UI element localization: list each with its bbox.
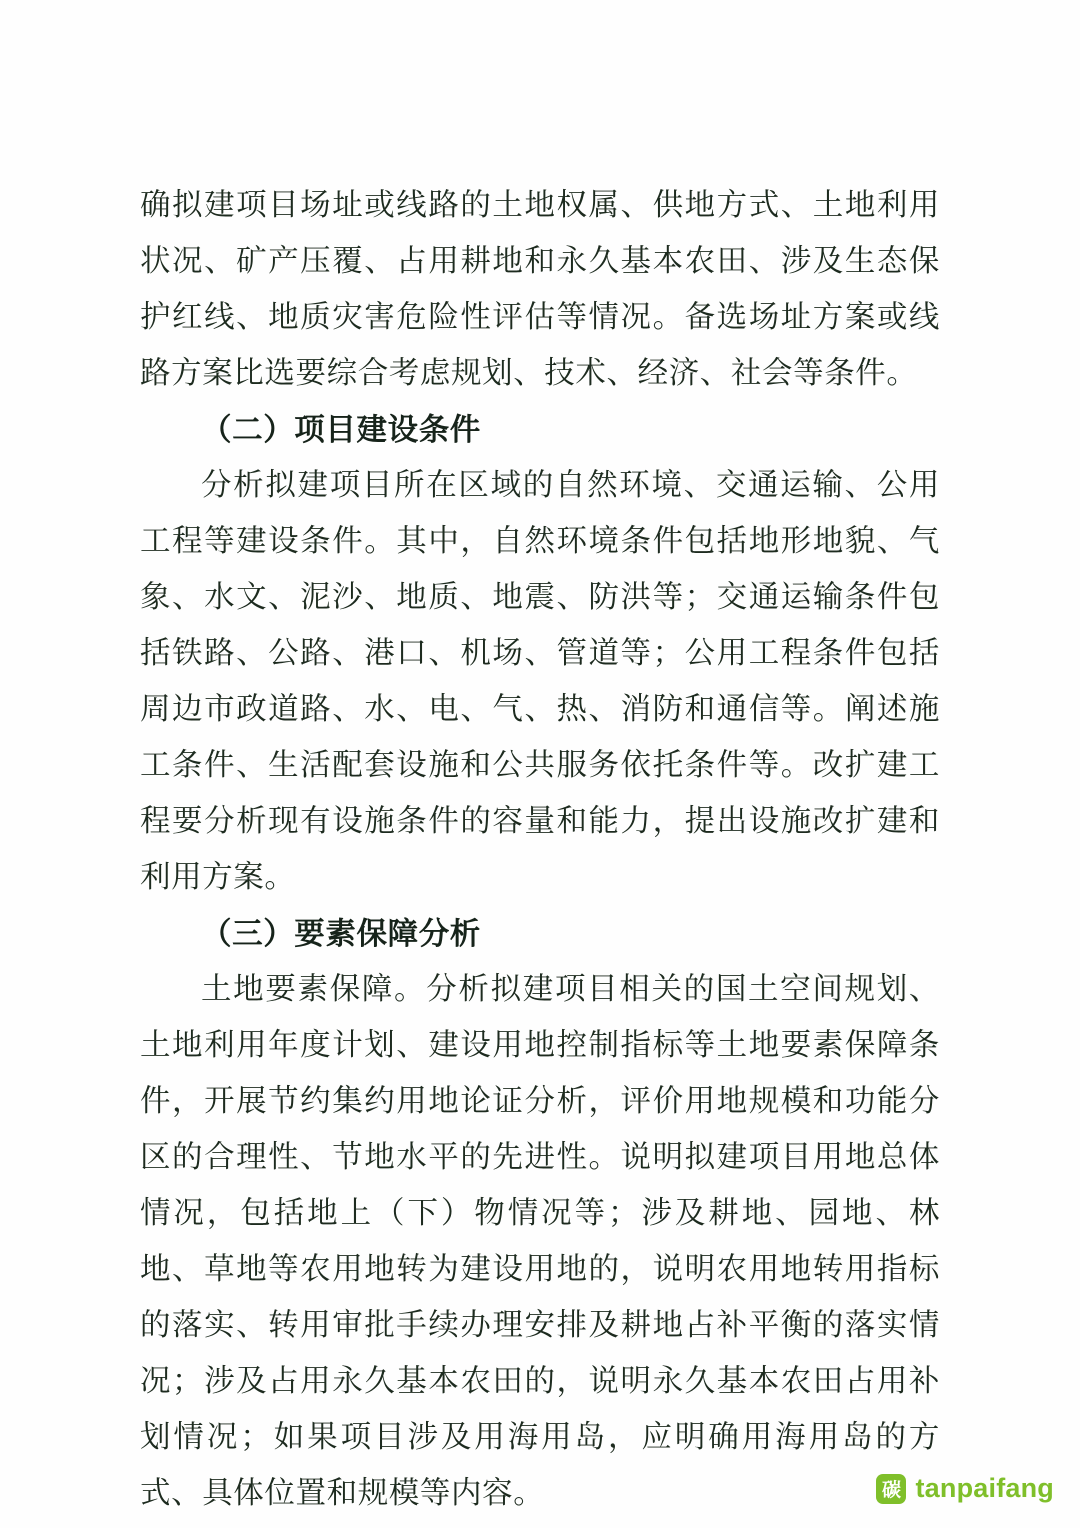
watermark-label: tanpaifang <box>915 1473 1054 1503</box>
paragraph-body: 土地要素保障。分析拟建项目相关的国土空间规划、土地利用年度计划、建设用地控制指标等土地要素保障条件，开展节约集约用地论证分析，评价用地规模和功能分区的合理性、节地水平的先进性。说明拟建项目用地总体情况，包括地上（下）物情况等；涉及耕地、园地、林地、草地等农用地转为建设用地的，说明农用地转用指标的落实、转用审批手续办理安排及耕地占补平衡的落实情况；涉及占用永久基本农田的，说明永久基本农田占用补划情况；如果项目涉及用海用岛，应明确用海用岛的方式、具体位置和规模等内容。 <box>140 972 940 1511</box>
watermark-logo-icon: 碳 <box>876 1474 906 1504</box>
document-body <box>140 178 940 1522</box>
watermark <box>876 1473 1054 1504</box>
section-heading: （二）项目建设条件 <box>201 412 481 448</box>
section-heading: （三）要素保障分析 <box>201 916 481 952</box>
paragraph-body: 分析拟建项目所在区域的自然环境、交通运输、公用工程等建设条件。其中，自然环境条件包括地形地貌、气象、水文、泥沙、地质、地震、防洪等；交通运输条件包括铁路、公路、港口、机场、管道等；公用工程条件包括周边市政道路、水、电、气、热、消防和通信等。阐述施工条件、生活配套设施和公共服务依托条件等。改扩建工程要分析现有设施条件的容量和能力，提出设施改扩建和利用方案。 <box>140 468 940 895</box>
paragraph-body: 确拟建项目场址或线路的土地权属、供地方式、土地利用状况、矿产压覆、占用耕地和永久基本农田、涉及生态保护红线、地质灾害危险性评估等情况。备选场址方案或线路方案比选要综合考虑规划、技术、经济、社会等条件。 <box>140 188 940 391</box>
